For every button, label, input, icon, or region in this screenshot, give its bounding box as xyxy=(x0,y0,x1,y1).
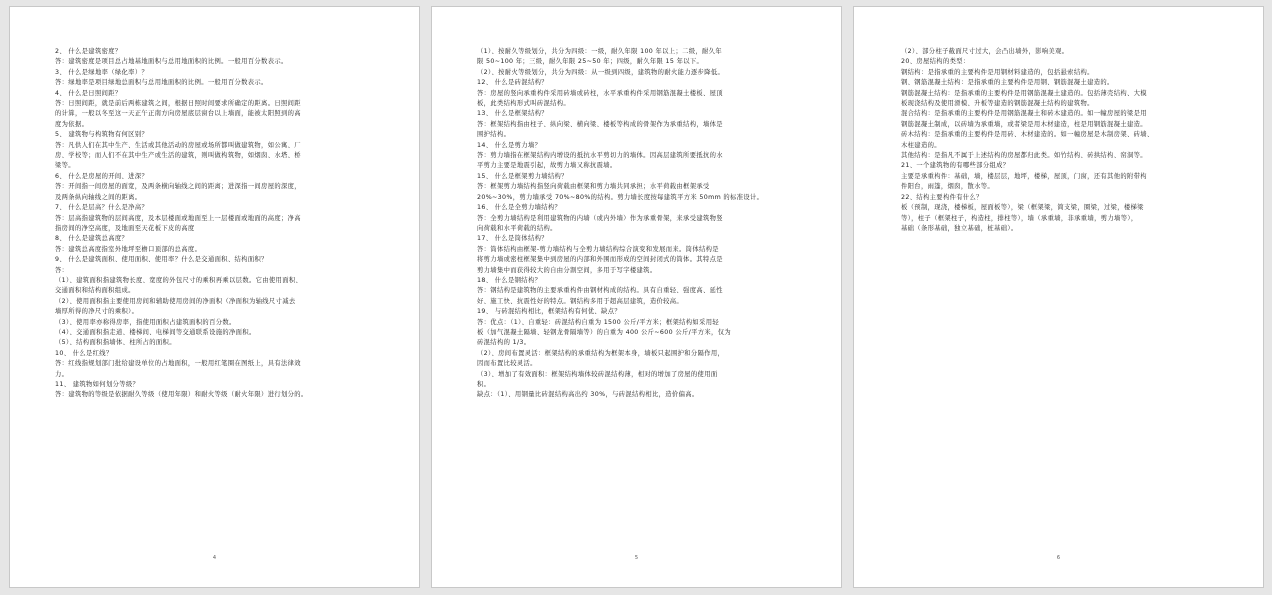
text-line: 剪力墙集中而获得较大的自由分割空间，多用于写字楼建筑。 xyxy=(477,266,657,274)
text-line: 及两条纵向轴线之间的距离。 xyxy=(55,193,142,201)
text-line: 9、 什么是建筑面积、使用面积、使用率？什么是交通面积、结构面积？ xyxy=(55,256,268,264)
text-line: 板（预制，现浇，楼梯板，屋面板等），梁（框架梁，简支梁，圈梁，过梁，楼梯梁 xyxy=(901,204,1144,212)
text-line: 14、 什么是剪力墙？ xyxy=(477,141,542,149)
text-line: 答：钢结构是建筑物的主要承重构件由钢材构成的结构。具有自重轻、强度高、延性 xyxy=(477,287,723,295)
text-line: （2）、使用面积指主要使用房间和辅助使用房间的净面积（净面积为轴线尺寸减去 xyxy=(55,297,296,305)
text-line: 钢结构：是指承重的主要构件是用钢材料建造的，包括悬索结构。 xyxy=(901,68,1094,76)
text-line: 5、 建筑物与构筑物有何区别？ xyxy=(55,131,149,139)
text-line: 6、 什么是房屋的开间、进深？ xyxy=(55,172,149,180)
text-line: 17、 什么是筒体结构？ xyxy=(477,235,548,243)
page-number: 4 xyxy=(212,555,217,561)
text-line: 22、结构主要构件有什么？ xyxy=(901,193,983,201)
text-line: （2）、部分柱子截面尺寸过大，会凸出墙外，影响美观。 xyxy=(901,48,1069,55)
text-line: 4、 什么是日照间距？ xyxy=(55,89,122,97)
text-line: 向荷载和水平荷载的结构。 xyxy=(477,224,557,232)
text-line: 20%~30%，剪力墙承受 70%~80%的结构。剪力墙长度按每建筑平方米 50mm 的标准设计。 xyxy=(477,193,764,201)
text-line: （3）、增加了有效面积：框架结构墙体较砖混结构薄，相对的增加了房屋的使用面 xyxy=(477,370,718,378)
text-line: 基础（条形基础，独立基础，桩基础）。 xyxy=(901,224,1018,232)
page-body xyxy=(901,47,1234,234)
text-line: 13、 什么是框架结构？ xyxy=(477,110,548,118)
text-line: 因而布置比较灵活。 xyxy=(477,360,537,368)
text-line: 答：建筑密度是项目总占地基地面积与总用地面积的比例。一般用百分数表示。 xyxy=(55,58,288,66)
text-line: 答：建筑物的等级是依据耐久等级（使用年限）和耐火等级（耐火年限）进行划分的。 xyxy=(55,391,308,399)
text-line: 答：凡供人们在其中生产、生活或其他活动的房屋或场所都叫做建筑物，如公寓、厂 xyxy=(55,141,301,149)
text-line: 将剪力墙或密柱框架集中到房屋的内部和外围而形成的空间封闭式的筒体。其特点是 xyxy=(477,256,723,264)
text-line: 答：红线指规划部门批给建设单位的占地面积，一般用红笔圈在图纸上，具有法律效 xyxy=(55,360,301,368)
text-line: 主要是承重构件：基础，墙，楼层层，地坪，楼梯，屋顶，门窗，还有其他的附带构 xyxy=(901,172,1147,180)
text-line: 答：建筑总高度指室外地坪至檐口顶部的总高度。 xyxy=(55,245,202,253)
text-line: 度为依据。 xyxy=(55,120,89,128)
text-line: 21、一个建筑物的有哪些部分组成？ xyxy=(901,162,1010,170)
text-line: 房、学校等；而人们不在其中生产或生活的建筑，则叫做构筑物，如烟囱、水塔、桥 xyxy=(55,152,301,160)
text-line: 15、 什么是框架剪力墙结构？ xyxy=(477,172,568,180)
text-line: 答：层高指建筑物的层间高度，及本层楼面或地面至上一层楼面或地面的高度；净高 xyxy=(55,214,301,222)
text-line: 10、 什么是红线？ xyxy=(55,349,113,357)
text-line: 2、 什么是建筑密度？ xyxy=(55,48,122,55)
text-line: （5）、结构面积指墙体、柱所占的面积。 xyxy=(55,339,176,347)
text-line: 限 50~100 年；三级，耐久年限 25~50 年；四级，耐久年限 15 年以下。 xyxy=(477,58,704,66)
text-line: 答： xyxy=(55,266,69,274)
text-line: 砖混结构的 1/3。 xyxy=(477,339,531,347)
text-line: 答：框架剪力墙结构指竖向荷载由框架和剪力墙共同承担；水平荷载由框架承受 xyxy=(477,183,710,191)
text-line: 混合结构：是指承重的主要构件是用钢筋混凝土和砖木建造的。如一幢房屋的梁是用 xyxy=(901,110,1147,118)
text-line: 板现浇结构及使用滑模、升板等建造的钢筋混凝土结构的建筑物。 xyxy=(901,100,1094,108)
text-line: 答：房屋的竖向承重构件采用砖墙或砖柱，水平承重构件采用钢筋混凝土楼板、屋顶 xyxy=(477,89,723,97)
text-line: （4）、交通面积指走道、楼梯间、电梯间等交通联系设施的净面积。 xyxy=(55,328,256,336)
text-line: 19、 与砖混结构相比，框架结构有何优、缺点？ xyxy=(477,308,622,316)
text-line: （1）、建筑面积指建筑物长度、宽度的外包尺寸的乘积再乘以层数。它由使用面积、 xyxy=(55,276,303,284)
text-line: 平剪力主要是地震引起，故剪力墙又称抗震墙。 xyxy=(477,162,617,170)
text-line: 20、房屋结构的类型： xyxy=(901,58,970,66)
text-line: 围护结构。 xyxy=(477,131,511,139)
text-line: 钢、钢筋混凝土结构：是指承重的主要构件是用钢、钢筋混凝土建造的。 xyxy=(901,79,1114,87)
text-line: 其他结构：是指凡不属于上述结构的房屋都归此类。如竹结构、砖拱结构、窑洞等。 xyxy=(901,152,1147,160)
page-number: 6 xyxy=(1056,555,1061,561)
text-line: 7、 什么是层高？什么是净高？ xyxy=(55,204,149,212)
document-page xyxy=(9,6,420,588)
text-line: 8、 什么是建筑总高度？ xyxy=(55,235,129,243)
text-line: 板，此类结构形式叫砖混结构。 xyxy=(477,100,571,108)
text-line: 梁等。 xyxy=(55,162,75,170)
text-line: 木柱建造的。 xyxy=(901,141,941,149)
text-line: 板（加气混凝土隔墙、轻钢龙骨隔墙等）的自重为 400 公斤~600 公斤/平方米，仅为 xyxy=(477,328,731,336)
text-line: 答：绿地率是项目绿地总面积与总用地面积的比例。一般用百分数表示。 xyxy=(55,79,268,87)
text-line: 力。 xyxy=(55,370,69,378)
text-line: 12、 什么是砖混结构？ xyxy=(477,79,548,87)
text-line: 答：优点：（1）、自重轻：砖混结构自重为 1500 公斤/平方米；框架结构如采用轻 xyxy=(477,318,720,326)
text-line: （1）、按耐久等级划分，共分为四级：一级，耐久年限 100 年以上；二级，耐久年 xyxy=(477,48,722,55)
text-line: 交通面积和结构面积组成。 xyxy=(55,287,135,295)
text-line: 指房间的净空高度，及地面至天花板下皮的高度 xyxy=(55,224,195,232)
text-line: 答：剪力墙指在框架结构内增设的抵抗水平剪切力的墙体。因高层建筑所要抵抗的水 xyxy=(477,152,723,160)
text-line: 钢筋混凝土结构：是指承重的主要构件是用钢筋混凝土建造的。包括薄壳结构、大模 xyxy=(901,89,1147,97)
text-line: 件阳台，雨篷，烟囱，散水等。 xyxy=(901,183,995,191)
text-line: 3、 什么是绿地率（绿化率）？ xyxy=(55,68,149,76)
page-number: 5 xyxy=(634,555,639,561)
text-line: （3）、使用率亦称得房率，指使用面积占建筑面积的百分数。 xyxy=(55,318,236,326)
text-line: 11、 建筑物如何划分等级？ xyxy=(55,381,140,388)
page-body xyxy=(477,47,810,401)
text-line: 钢筋混凝土制成，以砖墙为承重墙，或者梁是用木材建造，柱是用钢筋混凝土建造。 xyxy=(901,120,1147,128)
text-line: 16、 什么是全剪力墙结构？ xyxy=(477,204,562,212)
page-body xyxy=(55,47,388,401)
text-line: 答：日照间距，就是前后两栋建筑之间，根据日照时间要求所确定的距离。日照间距 xyxy=(55,100,301,108)
text-line: 缺点：（1）、用钢量比砖混结构高出约 30%，与砖混结构相比，造价偏高。 xyxy=(477,391,699,399)
text-line: （2）、房间布置灵活：框架结构的承重结构为框架本身，墙板只起围护和分隔作用， xyxy=(477,349,725,357)
document-page xyxy=(431,6,842,588)
text-line: 答：开间指一间房屋的面宽，及两条横向轴线之间的距离；进深指一间房屋的深度， xyxy=(55,183,301,191)
text-line: 的计算，一般以冬至这一天正午正南方向房屋底层窗台以上墙面，能被太阳照到的高 xyxy=(55,110,301,118)
document-page xyxy=(853,6,1264,588)
text-line: 18、 什么是钢结构？ xyxy=(477,276,542,284)
text-line: 积。 xyxy=(477,381,491,388)
text-line: 答：筒体结构由框架-剪力墙结构与全剪力墙结构综合演变和发展而来。筒体结构是 xyxy=(477,245,719,253)
text-line: 好、施工快、抗震性好的特点。钢结构多用于超高层建筑，造价较高。 xyxy=(477,297,684,305)
text-line: 砖木结构：是指承重的主要构件是用砖、木材建造的。如一幢房屋是木制房架、砖墙、 xyxy=(901,131,1154,139)
text-line: 等），柱子（框架柱子，构造柱，排柱等），墙（承重墙，非承重墙，剪力墙等）， xyxy=(901,214,1138,222)
text-line: 墙厚所得的净尺寸的乘积）。 xyxy=(55,308,139,316)
text-line: （2）、按耐火等级划分，共分为四级：从一级到四级，建筑物的耐火能力逐步降低。 xyxy=(477,68,725,76)
text-line: 答：全剪力墙结构是利用建筑物的内墙（或内外墙）作为承重骨架，来承受建筑物竖 xyxy=(477,214,723,222)
text-line: 答：框架结构指由柱子、纵向梁、横向梁、楼板等构成的骨架作为承重结构，墙体是 xyxy=(477,120,723,128)
